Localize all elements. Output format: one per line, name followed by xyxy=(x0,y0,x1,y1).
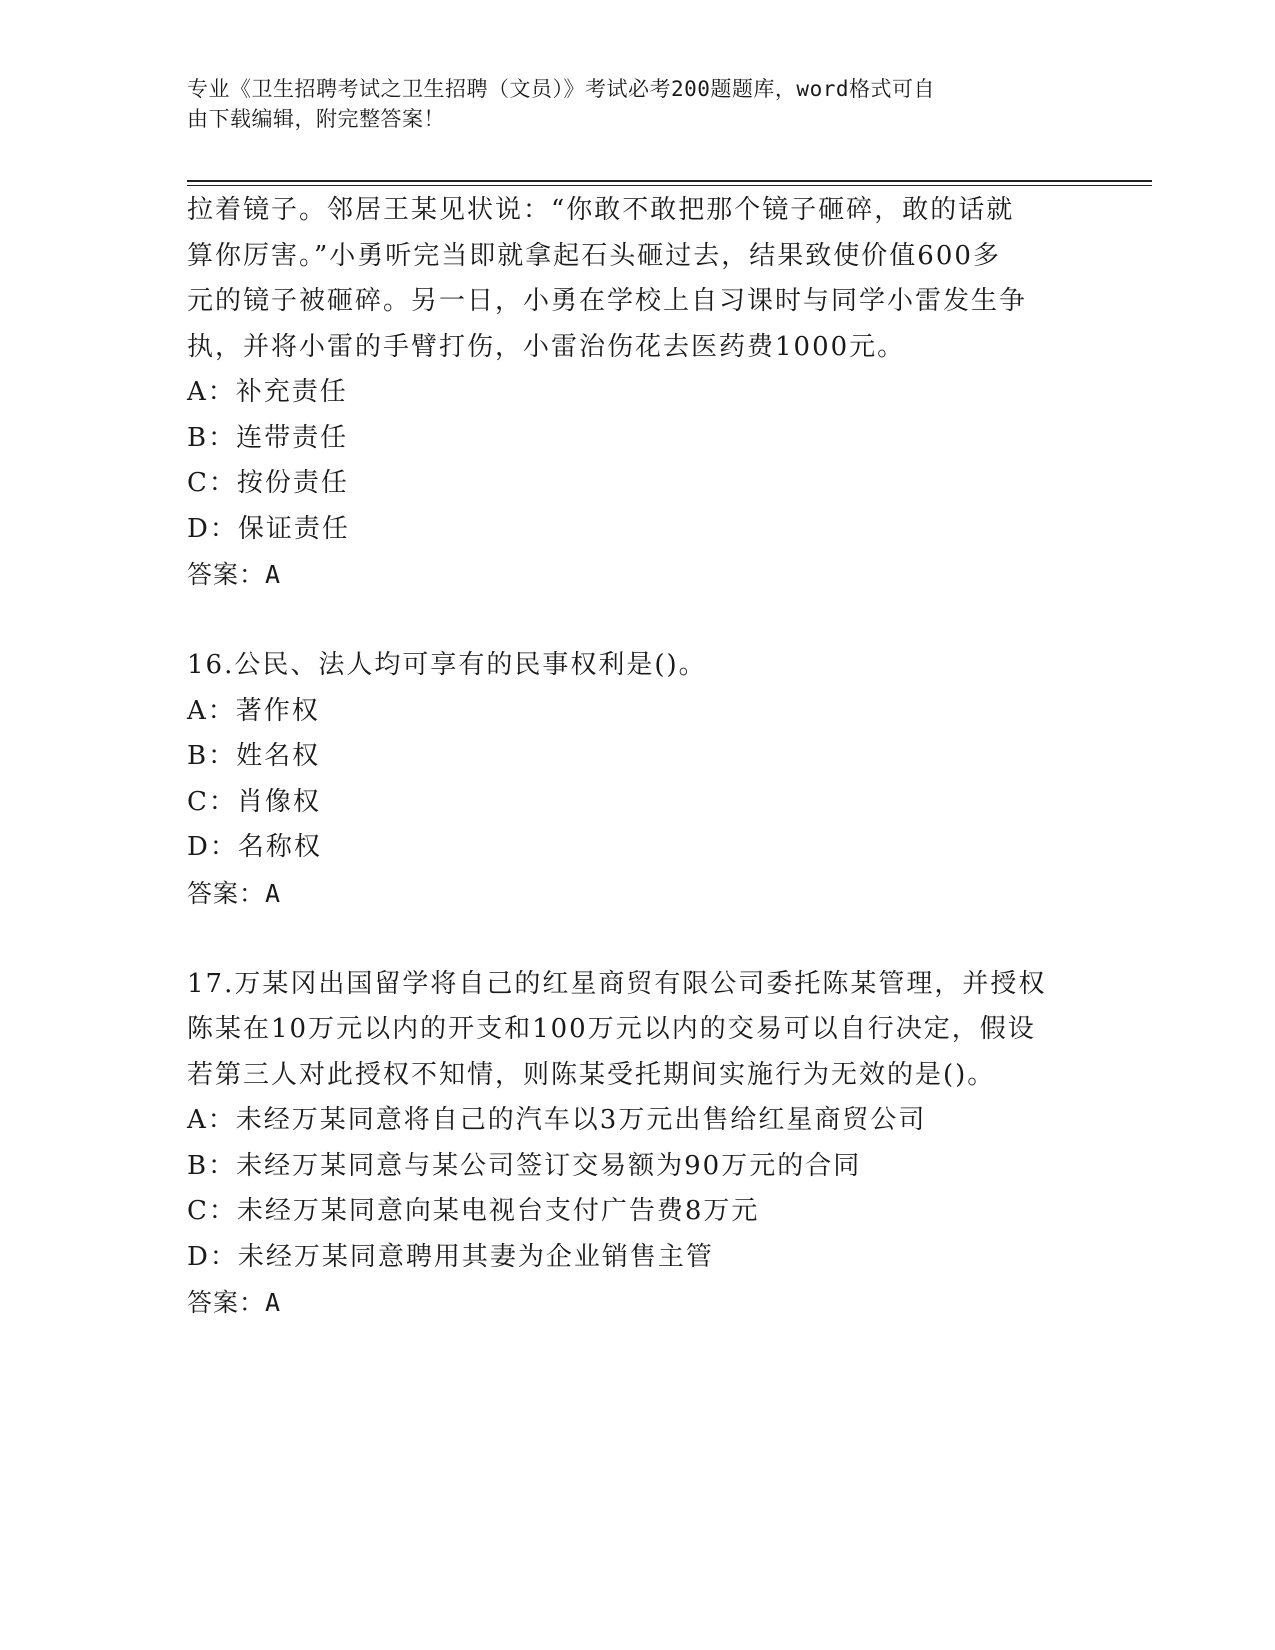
answer-line: 答案：A xyxy=(187,1288,282,1317)
question-text-line: 拉着镜子。邻居王某见状说：“你敢不敢把那个镜子砸碎，敢的话就 xyxy=(187,195,1015,225)
document-body xyxy=(187,188,1082,1326)
option-c: C：肖像权 xyxy=(187,786,321,817)
question-text-line: 元的镜子被砸碎。另一日，小勇在学校上自习课时与同学小雷发生争 xyxy=(187,286,1028,316)
option-c: C：未经万某同意向某电视台支付广告费8万元 xyxy=(187,1196,760,1226)
option-d: D：未经万某同意聘用其妻为企业销售主管 xyxy=(187,1241,714,1272)
answer-line: 答案：A xyxy=(187,560,282,589)
option-c: C：按份责任 xyxy=(187,468,349,498)
question-spacer xyxy=(187,916,1082,962)
question-text-line: 17.万某冈出国留学将自己的红星商贸有限公司委托陈某管理，并授权 xyxy=(187,968,1047,999)
document-header xyxy=(187,74,1067,134)
option-d: D：名称权 xyxy=(187,832,322,862)
option-a: A：著作权 xyxy=(187,695,320,726)
question-spacer xyxy=(187,598,1082,644)
option-b: B：连带责任 xyxy=(187,422,349,453)
question-17 xyxy=(187,962,1082,1326)
header-line-2: 由下载编辑，附完整答案！ xyxy=(187,107,445,131)
question-text-line: 若第三人对此授权不知情，则陈某受托期间实施行为无效的是()。 xyxy=(187,1059,996,1090)
option-b: B：未经万某同意与某公司签订交易额为90万元的合同 xyxy=(187,1150,862,1181)
option-d: D：保证责任 xyxy=(187,513,350,544)
option-a: A：未经万某同意将自己的汽车以3万元出售给红星商贸公司 xyxy=(187,1105,927,1135)
question-text-line: 陈某在10万元以内的开支和100万元以内的交易可以自行决定，假设 xyxy=(187,1014,1036,1044)
question-16 xyxy=(187,643,1082,916)
question-text-line: 算你厉害。”小勇听完当即就拿起石头砸过去，结果致使价值600多 xyxy=(187,240,1001,271)
question-15-continued xyxy=(187,188,1082,598)
header-divider-thick xyxy=(187,180,1152,182)
answer-line: 答案：A xyxy=(187,878,282,908)
header-line-1: 专业《卫生招聘考试之卫生招聘（文员）》考试必考200题题库，word格式可自 xyxy=(187,77,935,101)
question-text-line: 执，并将小雷的手臂打伤，小雷治伤花去医药费1000元。 xyxy=(187,331,906,362)
header-divider-thin xyxy=(187,185,1152,186)
question-text-line: 16.公民、法人均可享有的民事权利是()。 xyxy=(187,650,707,680)
option-b: B：姓名权 xyxy=(187,741,321,771)
option-a: A：补充责任 xyxy=(187,377,348,407)
